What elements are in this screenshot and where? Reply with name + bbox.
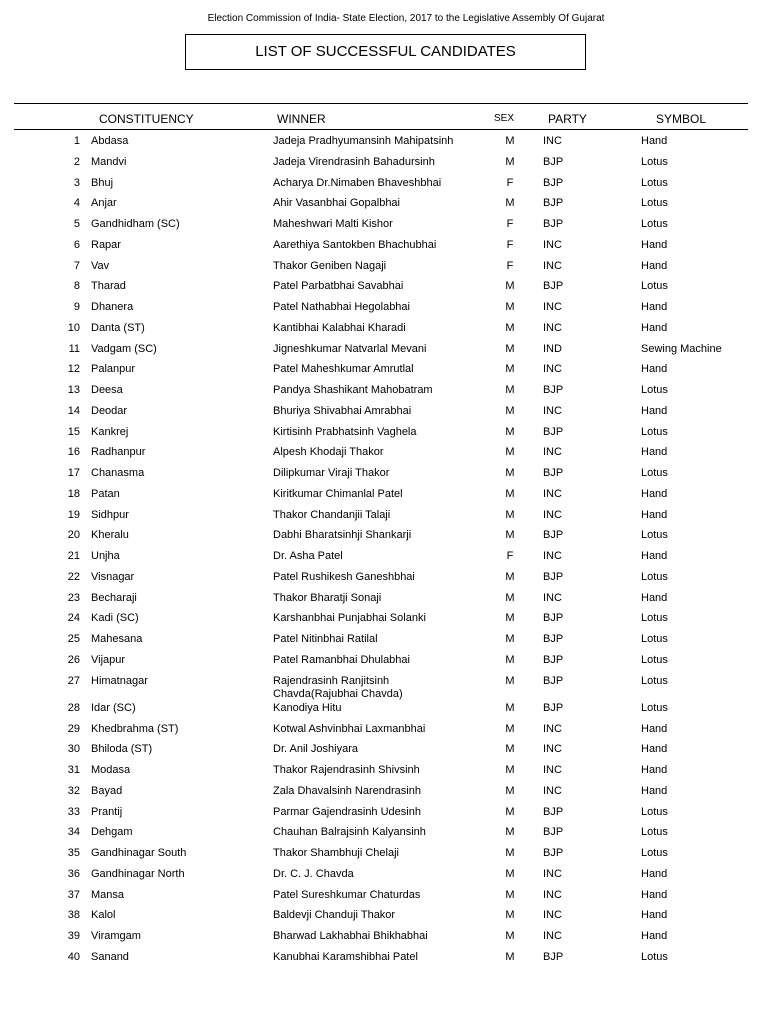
symbol-cell: Lotus [641, 701, 668, 714]
symbol-cell: Hand [641, 135, 668, 147]
symbol-cell: Hand [641, 487, 668, 500]
winner-cell: Parmar Gajendrasinh Udesinh [273, 805, 421, 818]
party-cell: BJP [543, 425, 564, 438]
winner-cell: Dr. Anil Joshiyara [273, 743, 358, 756]
party-cell: BJP [543, 950, 564, 963]
winner-cell: Kotwal Ashvinbhai Laxmanbhai [273, 722, 426, 735]
constituency-cell: Gandhinagar North [91, 867, 185, 880]
party-cell: INC [543, 135, 562, 147]
sex-cell: M [505, 950, 515, 963]
constituency-cell: Dehgam [91, 826, 133, 839]
sex-cell: M [505, 591, 515, 604]
sex-cell: M [505, 425, 515, 438]
winner-cell: Patel Rushikesh Ganeshbhai [273, 570, 415, 583]
winner-cell: Thakor Geniben Nagaji [273, 259, 387, 272]
symbol-cell: Hand [641, 930, 668, 942]
winner-cell: Thakor Chandanjii Talaji [273, 508, 391, 521]
party-cell: BJP [543, 197, 564, 210]
party-cell: BJP [543, 155, 564, 168]
row-number: 29 [67, 722, 80, 735]
symbol-cell: Lotus [641, 384, 668, 396]
symbol-cell: Hand [641, 743, 668, 756]
winner-cell: Maheshwari Malti Kishor [273, 218, 393, 230]
sex-cell: M [505, 612, 515, 625]
constituency-cell: Mansa [91, 888, 125, 901]
column-header-winner: WINNER [277, 112, 326, 126]
row-number: 39 [67, 930, 80, 942]
symbol-cell: Hand [641, 259, 668, 272]
winner-cell: Dr. Asha Patel [273, 550, 343, 562]
winner-cell: Kirtisinh Prabhatsinh Vaghela [273, 425, 417, 438]
constituency-cell: Visnagar [91, 570, 135, 583]
row-number: 3 [73, 176, 80, 189]
row-number: 21 [67, 550, 80, 562]
constituency-cell: Palanpur [91, 363, 136, 376]
party-cell: BJP [543, 384, 564, 396]
sex-cell: M [505, 135, 515, 147]
winner-cell: Dr. C. J. Chavda [273, 867, 354, 880]
sex-cell: M [505, 155, 515, 168]
sex-cell: F [506, 238, 514, 251]
constituency-cell: Idar (SC) [91, 701, 136, 714]
party-cell: INC [543, 930, 562, 942]
row-number: 12 [67, 363, 80, 376]
party-cell: INC [543, 784, 562, 797]
constituency-cell: Rapar [91, 238, 121, 251]
constituency-cell: Prantij [91, 805, 123, 818]
constituency-cell: Kadi (SC) [91, 612, 139, 625]
sex-cell: M [505, 342, 515, 355]
sex-cell: M [505, 529, 515, 542]
sex-cell: M [505, 867, 515, 880]
symbol-cell: Lotus [641, 176, 668, 189]
winner-cell: Kantibhai Kalabhai Kharadi [273, 321, 406, 334]
constituency-cell: Radhanpur [91, 446, 146, 459]
winner-cell: Bharwad Lakhabhai Bhikhabhai [273, 930, 428, 942]
sex-cell: F [506, 550, 514, 562]
column-header-sex: SEX [494, 113, 515, 124]
sex-cell: M [505, 701, 515, 714]
constituency-cell: Bhiloda (ST) [91, 743, 153, 756]
row-number: 11 [68, 342, 80, 355]
party-cell: INC [543, 487, 562, 500]
row-number: 23 [67, 591, 80, 604]
row-number: 38 [67, 909, 80, 922]
constituency-cell: Sidhpur [91, 508, 129, 521]
symbol-cell: Lotus [641, 280, 668, 293]
winner-cell: Patel Nitinbhai Ratilal [273, 633, 378, 645]
party-cell: INC [543, 259, 562, 272]
column-header-symbol: SYMBOL [656, 112, 707, 126]
winner-cell: Patel Maheshkumar Amrutlal [273, 363, 414, 376]
winner-cell: Ahir Vasanbhai Gopalbhai [273, 197, 400, 210]
sex-cell: M [505, 930, 515, 942]
sex-cell: M [505, 653, 515, 666]
row-number: 4 [73, 197, 80, 210]
symbol-cell: Sewing Machine [641, 342, 722, 355]
sex-cell: M [505, 888, 515, 901]
winner-cell: Jadeja Pradhyumansinh Mahipatsinh [273, 135, 454, 147]
party-cell: BJP [543, 633, 564, 645]
constituency-cell: Vav [91, 259, 110, 272]
constituency-cell: Deesa [91, 384, 123, 396]
row-number: 30 [67, 743, 80, 756]
party-cell: INC [543, 591, 562, 604]
sex-cell: M [505, 633, 515, 645]
party-cell: INC [543, 301, 562, 313]
symbol-cell: Lotus [641, 570, 668, 583]
constituency-cell: Bhuj [91, 176, 114, 189]
party-cell: INC [543, 764, 562, 776]
symbol-cell: Hand [641, 508, 668, 521]
row-number: 36 [67, 867, 80, 880]
symbol-cell: Lotus [641, 805, 668, 818]
symbol-cell: Lotus [641, 633, 668, 645]
symbol-cell: Lotus [641, 612, 668, 625]
sex-cell: M [505, 404, 515, 417]
symbol-cell: Hand [641, 909, 668, 922]
row-number: 35 [67, 847, 80, 859]
sex-cell: M [505, 805, 515, 818]
winner-cell: Karshanbhai Punjabhai Solanki [273, 612, 426, 625]
party-cell: INC [543, 888, 562, 901]
winner-cell: Patel Sureshkumar Chaturdas [273, 888, 421, 901]
winner-cell: Aarethiya Santokben Bhachubhai [273, 238, 437, 251]
constituency-cell: Tharad [91, 280, 126, 293]
party-cell: BJP [543, 847, 564, 859]
constituency-cell: Vijapur [91, 653, 126, 666]
sex-cell: F [506, 218, 514, 230]
sex-cell: M [505, 384, 515, 396]
party-cell: IND [543, 342, 562, 355]
winner-cell: Kanodiya Hitu [273, 701, 342, 714]
sex-cell: M [505, 909, 515, 922]
winner-cell: Kanubhai Karamshibhai Patel [273, 950, 418, 963]
party-cell: INC [543, 550, 562, 562]
party-cell: BJP [543, 701, 564, 714]
row-number: 8 [73, 280, 80, 293]
symbol-cell: Lotus [641, 218, 668, 230]
row-number: 16 [67, 446, 80, 459]
constituency-cell: Danta (ST) [91, 321, 145, 334]
row-number: 31 [67, 764, 80, 776]
constituency-cell: Bayad [91, 784, 123, 797]
row-number: 19 [67, 508, 80, 521]
row-number: 14 [67, 404, 80, 417]
party-cell: BJP [543, 218, 564, 230]
document-title: LIST OF SUCCESSFUL CANDIDATES [185, 34, 586, 70]
winner-cell: Kiritkumar Chimanlal Patel [273, 487, 403, 500]
party-cell: BJP [543, 653, 564, 666]
sex-cell: M [505, 743, 515, 756]
winner-cell: Jigneshkumar Natvarlal Mevani [273, 342, 427, 355]
constituency-cell: Vadgam (SC) [91, 342, 157, 355]
symbol-cell: Hand [641, 446, 668, 459]
winner-cell: Pandya Shashikant Mahobatram [273, 384, 433, 396]
row-number: 40 [67, 950, 80, 963]
row-number: 5 [73, 218, 80, 230]
symbol-cell: Lotus [641, 197, 668, 210]
symbol-cell: Lotus [641, 467, 668, 479]
row-number: 22 [67, 570, 80, 583]
constituency-cell: Sanand [91, 950, 129, 963]
constituency-cell: Deodar [91, 404, 128, 417]
winner-cell: Dabhi Bharatsinhji Shankarji [273, 529, 412, 542]
row-number: 37 [67, 888, 80, 901]
party-cell: BJP [543, 826, 564, 839]
symbol-cell: Hand [641, 784, 668, 797]
symbol-cell: Lotus [641, 826, 668, 839]
constituency-cell: Modasa [91, 764, 131, 776]
party-cell: INC [543, 446, 562, 459]
sex-cell: M [505, 826, 515, 839]
symbol-cell: Lotus [641, 653, 668, 666]
row-number: 10 [67, 321, 80, 334]
symbol-cell: Lotus [641, 847, 668, 859]
sex-cell: M [505, 467, 515, 479]
sex-cell: M [505, 321, 515, 334]
symbol-cell: Hand [641, 888, 668, 901]
sex-cell: M [505, 363, 515, 376]
party-cell: BJP [543, 176, 564, 189]
symbol-cell: Hand [641, 550, 668, 562]
row-number: 27 [67, 674, 80, 687]
sex-cell: M [505, 674, 515, 687]
row-number: 28 [67, 701, 80, 714]
row-number: 33 [67, 805, 80, 818]
row-number: 26 [67, 653, 80, 666]
column-header-party: PARTY [548, 112, 587, 126]
constituency-cell: Gandhinagar South [91, 847, 187, 859]
sex-cell: M [505, 847, 515, 859]
constituency-cell: Himatnagar [91, 674, 148, 687]
row-number: 20 [67, 529, 80, 542]
symbol-cell: Hand [641, 321, 668, 334]
winner-cell: Acharya Dr.Nimaben Bhaveshbhai [273, 176, 442, 189]
row-number: 2 [73, 155, 80, 168]
party-cell: INC [543, 508, 562, 521]
winner-cell: Thakor Rajendrasinh Shivsinh [273, 764, 420, 776]
symbol-cell: Lotus [641, 674, 668, 687]
symbol-cell: Hand [641, 238, 668, 251]
constituency-cell: Viramgam [91, 930, 141, 942]
sex-cell: F [506, 176, 514, 189]
sex-cell: M [505, 764, 515, 776]
winner-cell: Bhuriya Shivabhai Amrabhai [273, 404, 412, 417]
constituency-cell: Abdasa [91, 135, 129, 147]
symbol-cell: Lotus [641, 155, 668, 168]
symbol-cell: Lotus [641, 529, 668, 542]
sex-cell: M [505, 487, 515, 500]
constituency-cell: Mahesana [91, 633, 143, 645]
winner-cell: Thakor Shambhuji Chelaji [273, 847, 399, 859]
symbol-cell: Lotus [641, 425, 668, 438]
row-number: 34 [67, 826, 80, 839]
winner-cell: Zala Dhavalsinh Narendrasinh [273, 784, 421, 797]
party-cell: BJP [543, 280, 564, 293]
winner-cell: Chauhan Balrajsinh Kalyansinh [273, 826, 426, 839]
winner-cell: Patel Ramanbhai Dhulabhai [273, 653, 410, 666]
party-cell: INC [543, 722, 562, 735]
column-header-constituency: CONSTITUENCY [99, 112, 194, 126]
party-cell: INC [543, 238, 562, 251]
row-number: 15 [67, 425, 80, 438]
winner-cell: Thakor Bharatji Sonaji [273, 591, 382, 604]
constituency-cell: Dhanera [91, 301, 134, 313]
symbol-cell: Lotus [641, 950, 668, 963]
row-number: 6 [73, 238, 80, 251]
row-number: 24 [67, 612, 80, 625]
party-cell: INC [543, 743, 562, 756]
sex-cell: M [505, 301, 515, 313]
party-cell: INC [543, 321, 562, 334]
constituency-cell: Gandhidham (SC) [91, 218, 180, 230]
party-cell: BJP [543, 570, 564, 583]
sex-cell: M [505, 197, 515, 210]
sex-cell: M [505, 784, 515, 797]
constituency-cell: Patan [91, 487, 120, 500]
constituency-cell: Chanasma [91, 467, 145, 479]
sex-cell: F [506, 259, 514, 272]
party-cell: BJP [543, 529, 564, 542]
constituency-cell: Mandvi [91, 155, 127, 168]
winner-cell: Patel Parbatbhai Savabhai [273, 280, 404, 293]
sex-cell: M [505, 508, 515, 521]
symbol-cell: Hand [641, 363, 668, 376]
winner-cell: Rajendrasinh Ranjitsinh [273, 674, 390, 687]
symbol-cell: Hand [641, 764, 668, 776]
symbol-cell: Hand [641, 867, 668, 880]
constituency-cell: Kalol [91, 909, 116, 922]
constituency-cell: Unjha [91, 550, 120, 562]
symbol-cell: Hand [641, 722, 668, 735]
party-cell: BJP [543, 467, 564, 479]
winner-cell: Baldevji Chanduji Thakor [273, 909, 396, 922]
row-number: 32 [67, 784, 80, 797]
row-number: 17 [67, 467, 80, 479]
sex-cell: M [505, 280, 515, 293]
constituency-cell: Khedbrahma (ST) [91, 722, 179, 735]
party-cell: BJP [543, 612, 564, 625]
sex-cell: M [505, 570, 515, 583]
winner-cell: Patel Nathabhai Hegolabhai [273, 301, 410, 313]
party-cell: INC [543, 909, 562, 922]
symbol-cell: Hand [641, 404, 668, 417]
row-number: 13 [67, 384, 80, 396]
party-cell: INC [543, 363, 562, 376]
sex-cell: M [505, 722, 515, 735]
constituency-cell: Kankrej [91, 425, 129, 438]
winner-cell: Alpesh Khodaji Thakor [273, 446, 384, 459]
row-number: 1 [73, 135, 80, 147]
row-number: 18 [67, 487, 80, 500]
constituency-cell: Kheralu [91, 529, 129, 542]
party-cell: INC [543, 867, 562, 880]
party-cell: BJP [543, 805, 564, 818]
party-cell: BJP [543, 674, 564, 687]
constituency-cell: Becharaji [91, 591, 137, 604]
symbol-cell: Hand [641, 591, 668, 604]
winner-cell-continued: Chavda(Rajubhai Chavda) [273, 687, 403, 700]
row-number: 9 [73, 301, 80, 313]
row-number: 25 [67, 633, 80, 645]
winner-cell: Jadeja Virendrasinh Bahadursinh [273, 155, 435, 168]
party-cell: INC [543, 404, 562, 417]
document-source-line: Election Commission of India- State Election, 2017 to the Legislative Assembly Of Gujarat [207, 13, 605, 24]
row-number: 7 [73, 259, 80, 272]
sex-cell: M [505, 446, 515, 459]
winner-cell: Dilipkumar Viraji Thakor [273, 467, 390, 479]
constituency-cell: Anjar [91, 197, 117, 210]
symbol-cell: Hand [641, 301, 668, 313]
